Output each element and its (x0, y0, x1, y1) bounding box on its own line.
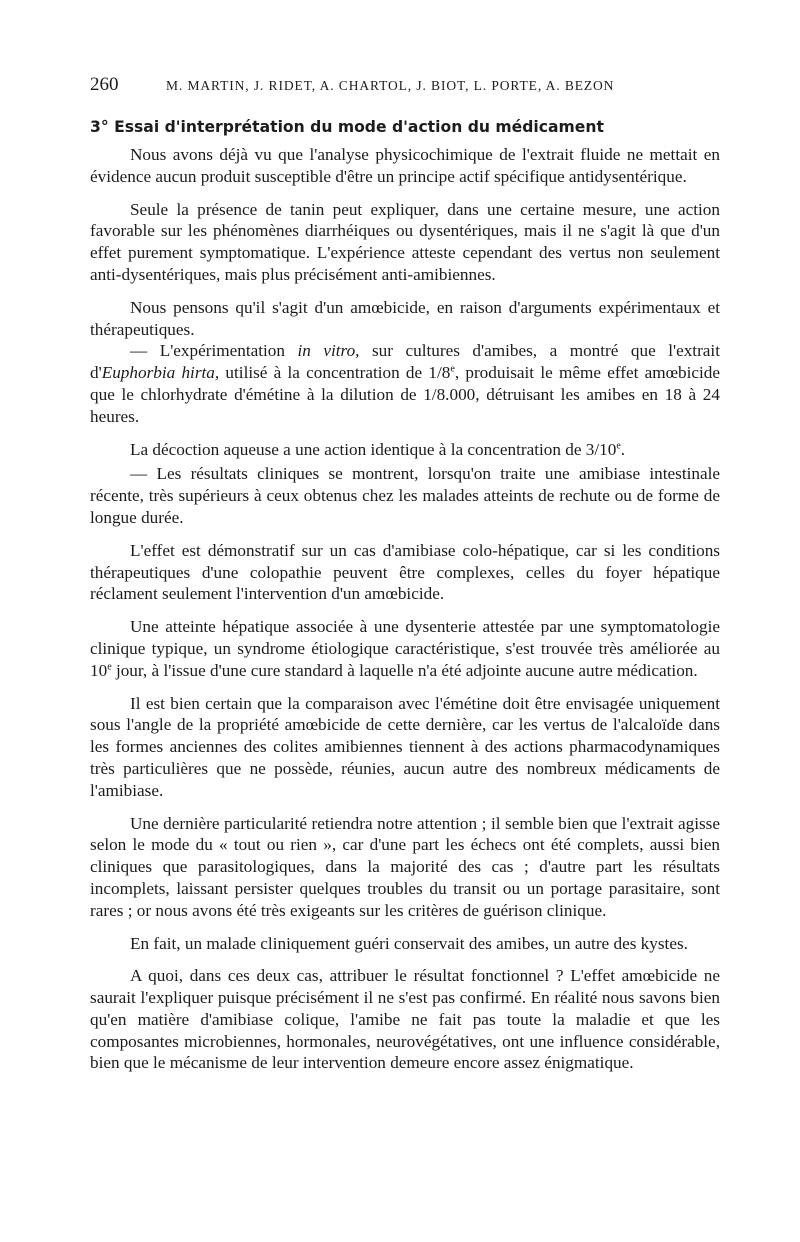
section-number: 3° (90, 118, 109, 136)
paragraph (90, 340, 720, 427)
paragraph (90, 439, 720, 461)
species-name: Euphorbia hirta, (101, 363, 220, 383)
paragraph: Nous avons déjà vu que l'analyse physicochimique de l'extrait fluide ne mettait en évidence aucun produit susceptible d'être un principe actif spécifique antidysentérique. (90, 145, 720, 186)
superscript: e (107, 661, 112, 672)
paragraph: En fait, un malade cliniquement guéri conservait des amibes, un autre des kystes. (130, 933, 688, 953)
paragraph: L'effet est démonstratif sur un cas d'amibiase colo-hépatique, car si les conditions thérapeutiques d'une colopathie peuvent être complexes, celles du foyer hépatique réclament seulement l'intervention d'un amœbicide. (90, 540, 720, 604)
text-run: . (620, 439, 626, 459)
paragraph (90, 616, 720, 681)
page (90, 74, 720, 1074)
author-list: M. MARTIN, J. RIDET, A. CHARTOL, J. BIOT, L. PORTE, A. BEZON (166, 78, 615, 93)
text-run: utilisé à la concentration de 1/8 (219, 363, 451, 383)
text-run: jour, à l'issue d'une cure standard à laquelle n'a été adjointe aucune autre médication. (111, 660, 698, 680)
paragraph: Il est bien certain que la comparaison avec l'émétine doit être envisagée uniquement sous l'angle de la propriété amœbicide de cette dernière, car les vertus de l'alcaloïde dans les formes anciennes des colites amibiennes tiennent à des actions pharmacodynamiques très particulières que ne possède, réunies, aucun autre des nombreux médicaments de l'amibiase. (90, 693, 720, 800)
italic-text: in vitro, (297, 341, 360, 361)
text-run: Une atteinte hépatique associée à une dysenterie attestée par une symptomatologie clinique typique, un syndrome étiologique caractéristique, s'est trouvée très améliorée au 10 (90, 617, 720, 680)
section-heading (90, 116, 720, 138)
superscript: e (616, 439, 621, 451)
paragraph: Une dernière particularité retiendra notre attention ; il semble bien que l'extrait agisse selon le mode du « tout ou rien », car d'une part les échecs ont été complets, aussi bien cliniques que parasitologiques, dans la majorité des cas ; d'autre part les résultats incomplets, laissant persister quelques troubles du transit ou un portage parasitaire, sont rares ; or nous avons été très exigeants sur les critères de guérison clinique. (90, 813, 720, 920)
superscript: e (450, 363, 455, 375)
section-title: Essai d'interprétation du mode d'action du médicament (114, 118, 604, 136)
page-number: 260 (90, 74, 119, 95)
text-run: sur cultures d'amibes, a montré que l'extrait d' (90, 341, 720, 383)
paragraph: — Les résultats cliniques se montrent, lorsqu'on traite une amibiase intestinale récente, très supérieurs à ceux obtenus chez les malades atteints de rechute ou de forme de longue durée. (90, 464, 720, 527)
text-run: — L'expérimentation (130, 341, 298, 361)
text-run: La décoction aqueuse a une action identique à la concentration de 3/10 (130, 439, 617, 459)
body-text (90, 144, 720, 1074)
running-head (90, 74, 720, 104)
paragraph: A quoi, dans ces deux cas, attribuer le résultat fonctionnel ? L'effet amœbicide ne saurait l'expliquer puisque précisément il ne s'est pas confirmé. En réalité nous savons bien qu'en matière d'amibiase colique, l'amibe ne fait pas toute la maladie et que les composantes microbiennes, hormonales, neurovégétatives, ont une influence considérable, bien que le mécanisme de leur intervention demeure encore assez énigmatique. (90, 966, 720, 1073)
paragraph: Nous pensons qu'il s'agit d'un amœbicide, en raison d'arguments expérimentaux et thérapeutiques. (90, 297, 720, 339)
text-run: , produisait le même effet amœbicide que le chlorhydrate d'émétine à la dilution de 1/8.000, détruisant les amibes en 18 à 24 heures. (90, 363, 720, 426)
paragraph: Seule la présence de tanin peut expliquer, dans une certaine mesure, une action favorable sur les phénomènes diarrhéiques ou dysentériques, mais il ne s'agit là que d'un effet purement symptomatique. L'expérience atteste cependant des vertus non seulement anti-dysentériques, mais plus précisément anti-amibiennes. (90, 199, 720, 284)
